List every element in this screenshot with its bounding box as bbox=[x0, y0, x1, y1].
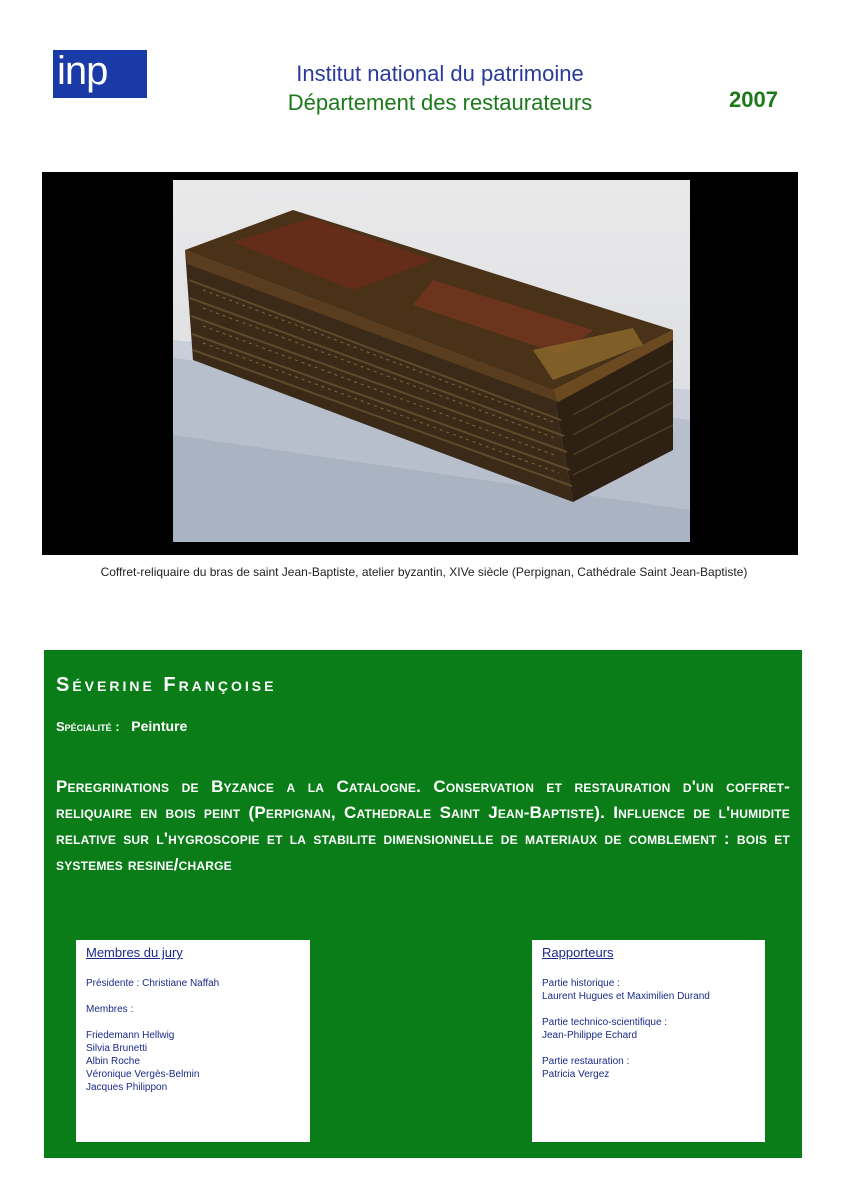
specialty-value: Peinture bbox=[131, 718, 188, 734]
rapporteur-label: Partie restauration : bbox=[542, 1056, 630, 1067]
jury-president: Présidente : Christiane Naffah bbox=[86, 978, 220, 989]
rapporteur-label: Partie technico-scientifique : bbox=[542, 1017, 668, 1028]
rapporteur-value: Laurent Hugues et Maximilien Durand bbox=[542, 991, 710, 1002]
specialty-line bbox=[56, 718, 187, 734]
reliquary-photo bbox=[173, 180, 690, 542]
jury-title: Membres du jury bbox=[86, 945, 183, 960]
inp-logo bbox=[53, 50, 147, 98]
rapporteurs-title: Rapporteurs bbox=[542, 945, 614, 960]
jury-member: Véronique Vergès-Belmin bbox=[86, 1069, 200, 1080]
jury-member: Friedemann Hellwig bbox=[86, 1030, 175, 1041]
thesis-title: Peregrinations de Byzance a la Catalogne. Conservation et restauration d'un coffret-reliquaire en bois peint (Perpignan, Cathedrale Saint Jean-Baptiste). Influence de l'humidite relative sur l'hygroscopie et la stabilite dimensionnelle de materiaux de comblement : bois et systemes resine/charge bbox=[56, 777, 790, 874]
jury-member: Albin Roche bbox=[86, 1056, 140, 1067]
photo-caption: Coffret-reliquaire du bras de saint Jean-Baptiste, atelier byzantin, XIVe siècle (Perpignan, Cathédrale Saint Jean-Baptiste) bbox=[100, 565, 748, 579]
specialty-label: Spécialité : bbox=[56, 719, 120, 734]
rapporteurs-box bbox=[532, 940, 765, 1142]
rapporteur-label: Partie historique : bbox=[542, 978, 620, 989]
logo-text: inp bbox=[57, 49, 108, 93]
jury-member: Silvia Brunetti bbox=[86, 1043, 148, 1054]
student-name: Séverine Françoise bbox=[56, 674, 277, 696]
jury-box bbox=[76, 940, 310, 1142]
reliquary-illustration bbox=[173, 180, 690, 542]
rapporteur-value: Jean-Philippe Echard bbox=[542, 1030, 638, 1041]
rapporteur-value: Patricia Vergez bbox=[542, 1069, 610, 1080]
student-panel bbox=[44, 650, 802, 1158]
jury-members-label: Membres : bbox=[86, 1004, 134, 1015]
department-name: Département des restaurateurs bbox=[287, 90, 593, 115]
institution-name: Institut national du patrimoine bbox=[296, 61, 584, 86]
year: 2007 bbox=[729, 87, 778, 112]
jury-member: Jacques Philippon bbox=[86, 1082, 168, 1093]
photo-frame bbox=[42, 172, 798, 555]
